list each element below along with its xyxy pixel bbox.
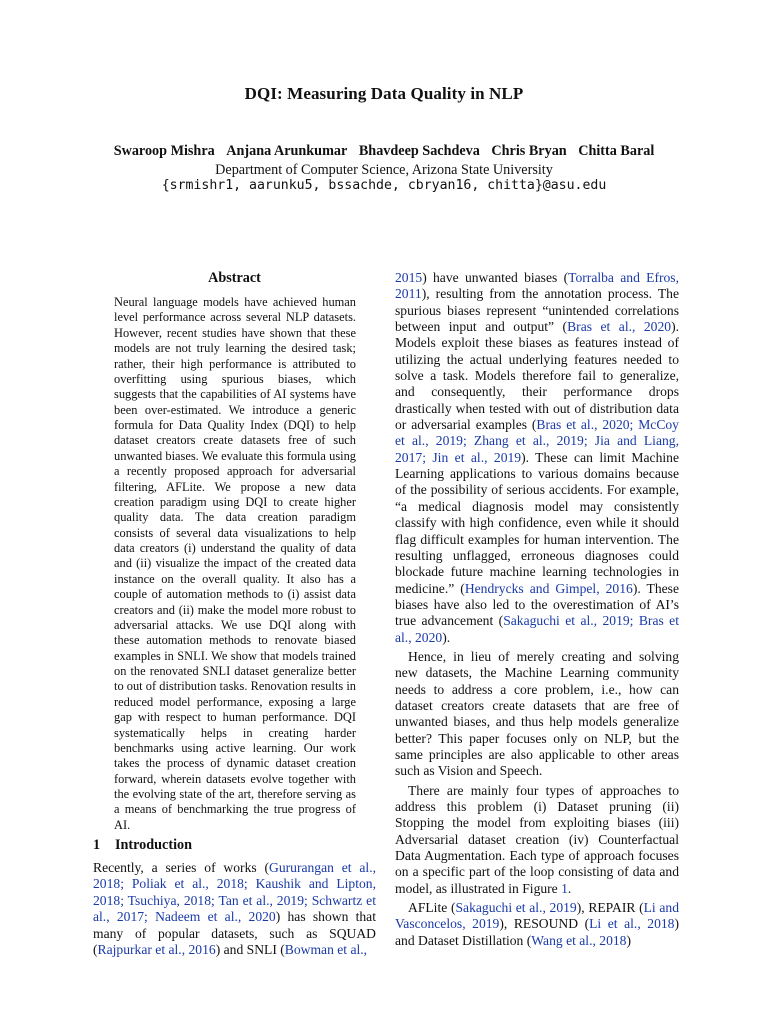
citation-link[interactable]: Li et al., 2018 (589, 916, 675, 932)
paragraph-text: ) has shown that many of popular datasets, such as SQUAD ( (93, 909, 376, 957)
right-column (395, 270, 679, 949)
citation-link[interactable]: Torralba and Efros, 2011 (395, 270, 679, 302)
paragraph-text: AFLite ( (408, 900, 456, 916)
left-column (93, 270, 376, 958)
author-emails: {srmishr1, aarunku5, bssachde, cbryan16, chitta}@asu.edu (161, 178, 607, 193)
author: Chitta Baral (578, 143, 655, 159)
paragraph-text: ). These can limit Machine Learning applications to various domains because of the possibility of serious accidents. For example, “a medical diagnosis model may consistently classify with high confidence, even while it should flag difficult examples for human intervention. The resulting unflagged, erroneous diagnoses could blockade future machine learning technologies in medicine.” ( (395, 449, 679, 596)
paragraph-text: There are mainly four types of approaches to address this problem (i) Dataset pruning (ii) Stopping the model from exploiting biases (iii) Adversarial dataset creation (iv) Counterfactual Data Augmentation. Each type of approach focuses on a specific part of the loop consisting of data and model, as illustrated in Figure (395, 782, 679, 896)
citation-link[interactable]: Gururangan et al., 2018; Poliak et al., 2018; Kaushik and Lipton, 2018; Tsuchiya, 2018; Tan et al., 2019; Schwartz et al., 2017; Nadeem et al., 2020 (93, 860, 377, 925)
citation-link[interactable]: Bras et al., 2020 (567, 319, 672, 335)
citation-link[interactable]: Sakaguchi et al., 2019 (455, 900, 577, 916)
abstract-text: Neural language models have achieved human level performance across several NLP datasets. However, recent studies have shown that these models are not truly learning the desired task; rather, their high performance is attributed to overfitting using spurious biases, which suggests that the capabilities of AI systems have been over-estimated. We introduce a generic formula for Data Quality Index (DQI) to help dataset creators create datasets free of such unwanted biases. We evaluate this formula using a recently proposed approach for adversarial filtering, AFLite. We propose a new data creation paradigm using DQI to create higher quality data. The data creation paradigm consists of several data visualizations to help data creators (i) understand the quality of data and (ii) visualize the impact of the created data instance on the overall quality. It also has a couple of automation methods to (i) assist data creators and (ii) make the model more robust to adversarial attacks. We use DQI along with these automation methods to renovate biased examples in SNLI. We show that models trained on the renovated SNLI dataset generalize better to out of distribution tasks. Renovation results in reduced model performance, exposing a large gap with respect to human performance. DQI systematically helps in creating harder benchmarks using active learning. Our work takes the process of dynamic dataset creation forward, wherein datasets evolve together with the evolving state of the art, therefore serving as a means of benchmarking the true progress of AI. (114, 295, 356, 832)
citation-link[interactable]: Rajpurkar et al., 2016 (97, 941, 216, 957)
author-list (0, 143, 768, 160)
author: Anjana Arunkumar (226, 143, 348, 159)
citation-link[interactable]: Wang et al., 2018 (531, 932, 627, 948)
section-title: Introduction (115, 837, 192, 854)
author: Chris Bryan (491, 143, 567, 159)
paper-title: DQI: Measuring Data Quality in NLP (244, 84, 524, 103)
citation-link[interactable]: 2015 (395, 270, 423, 285)
author: Bhavdeep Sachdeva (358, 143, 480, 159)
citation-link[interactable]: Sakaguchi et al., 2019; Bras et al., 2020 (395, 613, 679, 645)
paragraph-text: ) have unwanted biases ( (422, 270, 569, 285)
paragraph-text: ). (442, 629, 451, 645)
figure-link[interactable]: 1 (561, 880, 568, 896)
paragraph-text: ). These biases have also led to the overestimation of AI’s true advancement ( (395, 580, 679, 629)
citation-link[interactable]: Bowman et al., (284, 941, 368, 957)
paragraph-text: ), RESOUND ( (499, 916, 590, 932)
paragraph-text: ). Models exploit these biases as features instead of utilizing the actual underlying features needed to solve a task. Models therefore fail to generalize, and consequently, their performance drops drastically when tested with out of distribution data or adversarial examples ( (395, 319, 679, 433)
paragraph-text: ) and Dataset Distillation ( (395, 916, 679, 948)
affiliation: Department of Computer Science, Arizona State University (215, 162, 553, 178)
intro-paragraph-4 (395, 900, 679, 949)
paragraph-text: Recently, a series of works ( (93, 860, 270, 876)
citation-link[interactable]: Li and Vasconcelos, 2019 (395, 900, 679, 932)
citation-link[interactable]: Hendrycks and Gimpel, 2016 (464, 580, 633, 596)
paragraph-text: ), resulting from the annotation process. The spurious biases represent “unintended correlations between input and output” ( (395, 286, 679, 335)
intro-paragraph-1 (93, 860, 376, 958)
intro-paragraph-2: Hence, in lieu of merely creating and solving new datasets, the Machine Learning community needs to address a core problem, i.e., how can dataset creators create datasets that are free of unwanted biases, and thus help models generalize better? This paper focuses only on NLP, but the same principles are also applicable to other areas such as Vision and Speech. (395, 648, 679, 779)
citation-link[interactable]: Bras et al., 2020; McCoy et al., 2019; Zhang et al., 2019; Jia and Liang, 2017; Jin et al., 2019 (395, 417, 679, 465)
section-number: 1 (93, 837, 101, 854)
intro-paragraph-1-continued (395, 270, 679, 646)
paragraph-text: ), REPAIR ( (576, 900, 644, 916)
paragraph-text: . (567, 880, 572, 896)
intro-paragraph-3 (395, 783, 679, 897)
paragraph-text: ) and SNLI ( (215, 941, 285, 957)
paragraph-text: ) (626, 932, 631, 948)
author: Swaroop Mishra (113, 143, 215, 159)
section-heading-introduction (93, 837, 376, 854)
abstract-heading: Abstract (208, 270, 261, 286)
